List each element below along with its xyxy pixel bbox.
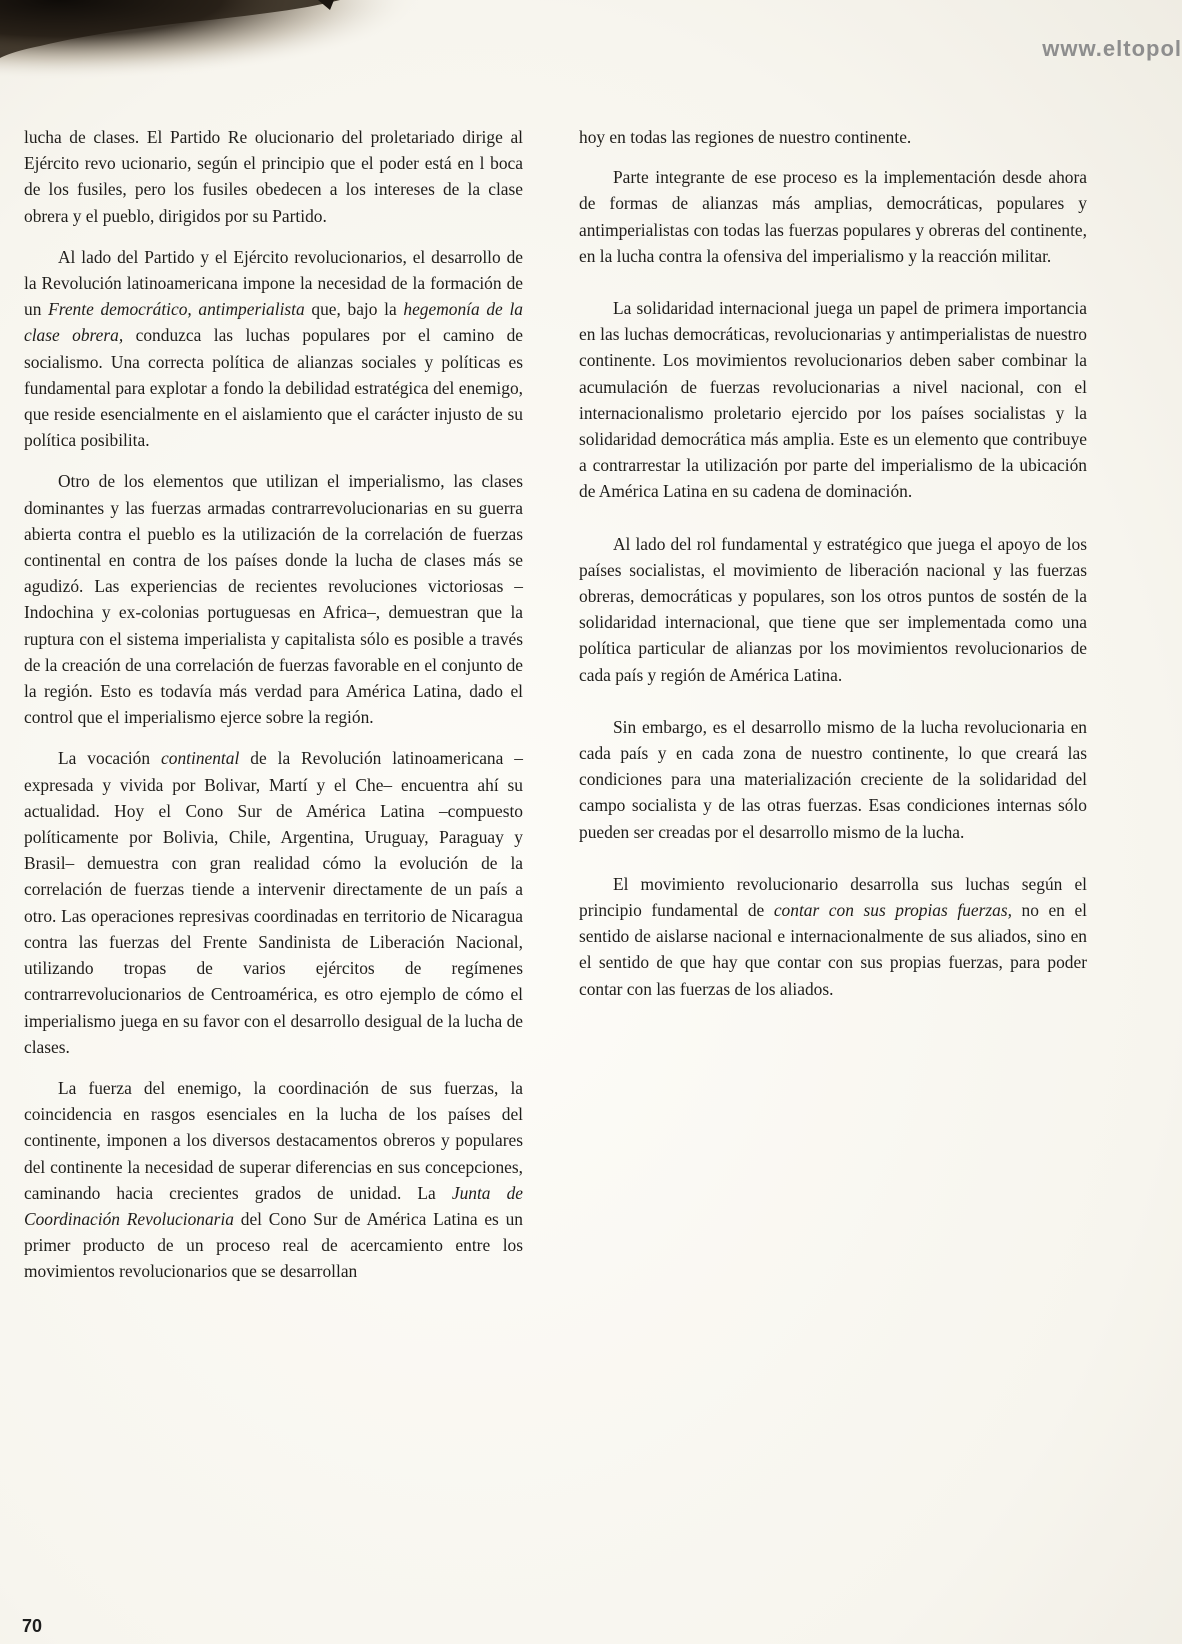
italic-text: continental xyxy=(161,748,240,769)
page-number: 70 xyxy=(22,1616,43,1636)
paragraph xyxy=(24,124,523,229)
text-run: Parte integrante de ese proceso es la implementación desde ahora de formas de alianzas más amplias, democráticas, populares y antimperialistas con todas las fuerzas populares y obreras del continente, en la lucha contra la ofensiva del imperialismo y la reacción militar. xyxy=(579,167,1087,266)
text-run: de la Revolución latinoamericana –expresada y vivida por Bolivar, Martí y el Che– encuentra ahí su actualidad. Hoy el Cono Sur de América Latina –compuesto políticamente por Bolivia, Chile, Argentina, Uruguay, Paraguay y Brasil– demuestra con gran realidad cómo la evolución de la correlación de fuerzas tiende a intervenir directamente de un país a otro. Las operaciones represivas coordinadas en territorio de Nicaragua contra las fuerzas del Frente Sandinista de Liberación Nacional, utilizando tropas de varios ejércitos de regímenes contrarrevolucionarios de Centroamérica, es otro ejemplo de cómo el imperialismo juega en su favor con el desarrollo desigual de la lucha de clases. xyxy=(24,748,523,1057)
text-run: La vocación xyxy=(58,748,162,769)
paragraph xyxy=(579,164,1087,269)
paragraph xyxy=(24,745,523,1059)
paragraph xyxy=(24,468,523,730)
text-run: Otro de los elementos que utilizan el imperialismo, las clases dominantes y las fuerzas armadas contrarrevolucionarias en su guerra abierta contra el pueblo es la utilización de la correlación de fuerzas continental en contra de los países donde la lucha de clases más se agudizó. Las experiencias de recientes revoluciones victoriosas –Indochina y ex-colonias portuguesas en Africa–, demuestran que la ruptura con el sistema imperialista y capitalista sólo es posible a través de la creación de una correlación de fuerzas favorable en el conjunto de la región. Esto es todavía más verdad para América Latina, dado el control que el imperialismo ejerce sobre la región. xyxy=(24,471,523,728)
paragraph xyxy=(579,714,1087,845)
italic-text: Frente democrático, antimperialista xyxy=(48,299,305,320)
paragraph xyxy=(579,871,1087,1002)
text-run: no en el sentido de aislarse nacional e internacionalmente de sus aliados, sino en el sentido de que hay que contar con sus propias fuerzas, para poder contar con las fuerzas de los aliados. xyxy=(579,900,1087,999)
italic-text: Junta de Coordinación Revolucionaria xyxy=(24,1182,523,1229)
text-run: El movimiento revolucionario desarrolla sus luchas según el principio fundamental de xyxy=(579,873,1087,921)
text-run: conduzca las luchas populares por el camino de socialismo. Una correcta política de alianzas sociales y políticas es fundamental para explotar a fondo la debilidad estratégica del enemigo, que reside esencialmente en el aislamiento que el carácter injusto de su política posibilita. xyxy=(24,325,523,451)
text-run: del Cono Sur de América Latina es un primer producto de un proceso real de acercamiento entre los movimientos revolucionarios que se desarrollan xyxy=(24,1208,523,1282)
paragraph xyxy=(579,295,1087,505)
text-run: La solidaridad internacional juega un papel de primera importancia en las luchas democráticas, revolucionarias y antimperialistas de nuestro continente. Los movimientos revolucionarios deben saber combinar la acumulación de fuerzas revolucionarias a nivel nacional, con el internacionalismo proletario ejercido por los países socialistas y la solidaridad democrática más amplia. Este es un elemento que contribuye a contrarrestar la utilización por parte del imperialismo de la ubicación de América Latina en su cadena de dominación. xyxy=(579,298,1087,502)
page-corner-stain xyxy=(0,0,1182,120)
text-run: lucha de clases. El Partido Re olucionario del proletariado dirige al Ejército revo ucionario, según el principio que el poder está en l boca de los fusiles, pero los fusiles obedecen a los intereses de la clase obrera y el pueblo, dirigidos por su Partido. xyxy=(24,127,523,226)
text-run: que, bajo la xyxy=(304,299,404,320)
text-run: Al lado del rol fundamental y estratégico que juega el apoyo de los países socialistas, el movimiento de liberación nacional y las fuerzas obreras, democráticas y populares, son los otros puntos de sostén de la solidaridad internacional, que tiene que ser implementada como una política particular de alianzas por los movimientos revolucionarios de cada país y región de América Latina. xyxy=(579,533,1087,685)
watermark-url: www.eltopol xyxy=(1042,36,1182,61)
text-run: Sin embargo, es el desarrollo mismo de la lucha revolucionaria en cada país y en cada zona de nuestro continente, lo que creará las condiciones para una materialización creciente de la solidaridad del campo socialista y de las otras fuerzas. Esas condiciones internas sólo pueden ser creadas por el desarrollo mismo de la lucha. xyxy=(579,716,1087,842)
right-column xyxy=(579,124,1087,1028)
text-run: La fuerza del enemigo, la coordinación de sus fuerzas, la coincidencia en rasgos esenciales en la lucha de los países del continente, imponen a los diversos destacamentos obreros y populares del continente la necesidad de superar diferencias en sus concepciones, caminando hacia crecientes grados de unidad. La xyxy=(24,1077,523,1203)
italic-text: contar con sus propias fuerzas, xyxy=(773,900,1012,921)
left-column xyxy=(24,124,523,1300)
paragraph xyxy=(579,531,1087,688)
paragraph xyxy=(24,1075,523,1285)
paragraph xyxy=(579,124,1087,150)
paragraph xyxy=(24,244,523,454)
text-run: Al lado del Partido y el Ejército revolucionarios, el desarrollo de la Revolución latinoamericana impone la necesidad de la formación de un xyxy=(24,246,523,320)
italic-text: hegemonía de la clase obrera, xyxy=(24,299,523,346)
text-run: hoy en todas las regiones de nuestro continente. xyxy=(579,127,912,147)
